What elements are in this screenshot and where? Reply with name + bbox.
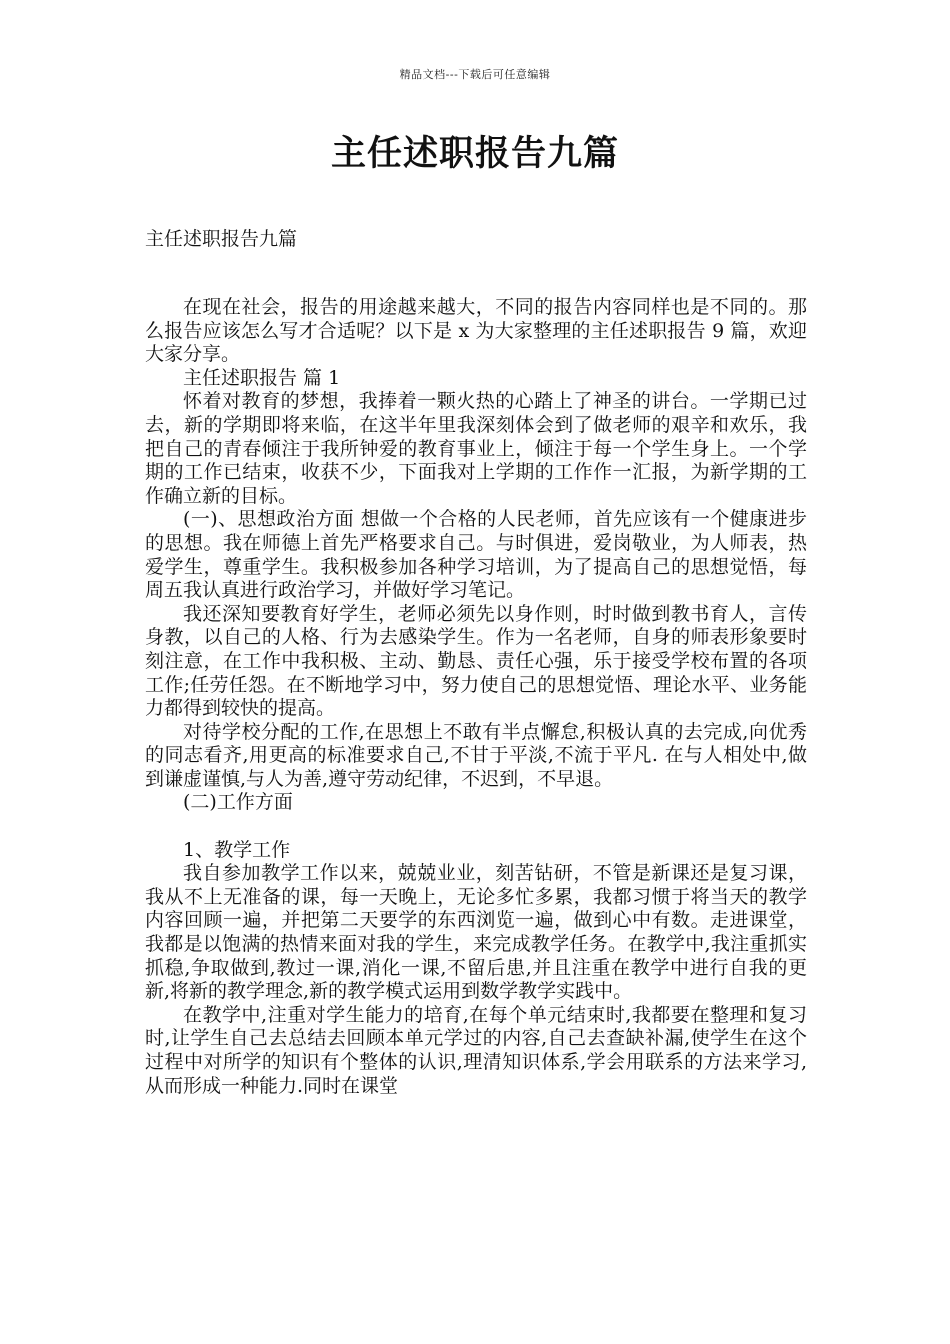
paragraph: 对待学校分配的工作,在思想上不敢有半点懈怠,积极认真的去完成,向优秀的同志看齐,用更高的标准要求自己,不甘于平淡,不流于平凡. 在与人相处中,做到谦虚谨慎,与人为善,遵守劳动纪律，不迟到，不早退。: [145, 720, 807, 790]
paragraph: (一)、思想政治方面 想做一个合格的人民老师，首先应该有一个健康进步的思想。我在师德上首先严格要求自己。与时俱进，爱岗敬业，为人师表，热爱学生，尊重学生。我积极参加各种学习培训，为了提高自己的思想觉悟，每周五我认真进行政治学习，并做好学习笔记。: [145, 508, 807, 602]
paragraph: 怀着对教育的梦想，我捧着一颗火热的心踏上了神圣的讲台。一学期已过去，新的学期即将来临，在这半年里我深刻体会到了做老师的艰辛和欢乐，我把自己的青春倾注于我所钟爱的教育事业上，倾注于每一个学生身上。一个学期的工作已结束，收获不少，下面我对上学期的工作作一汇报，为新学期的工作确立新的目标。: [145, 390, 807, 507]
paragraph-intro: 在现在社会，报告的用途越来越大，不同的报告内容同样也是不同的。那么报告应该怎么写才合适呢？以下是 x 为大家整理的主任述职报告 9 篇，欢迎大家分享。: [145, 296, 807, 366]
document-body: [145, 296, 807, 1098]
paragraph: 我自参加教学工作以来，兢兢业业，刻苦钻研，不管是新课还是复习课，我从不上无准备的课，每一天晚上，无论多忙多累，我都习惯于将当天的教学内容回顾一遍，并把第二天要学的东西浏览一遍，做到心中有数。走进课堂，我都是以饱满的热情来面对我的学生，来完成教学任务。在教学中,我注重抓实抓稳,争取做到,教过一课,消化一课,不留后患,并且注重在教学中进行自我的更新,将新的教学理念,新的教学模式运用到数学教学实践中。: [145, 862, 807, 1003]
document-subtitle: 主任述职报告九篇: [145, 228, 298, 250]
section-heading-work: (二)工作方面: [183, 791, 293, 814]
header-note: 精品文档---下载后可任意编辑: [399, 68, 551, 81]
subsection-heading-teaching: 1、教学工作: [183, 838, 291, 861]
section-heading-part-1: 主任述职报告 篇 1: [183, 366, 341, 389]
paragraph: 我还深知要教育好学生，老师必须先以身作则，时时做到教书育人，言传身教，以自己的人格、行为去感染学生。作为一名老师，自身的师表形象要时刻注意，在工作中我积极、主动、勤恳、责任心强，乐于接受学校布置的各项工作;任劳任怨。在不断地学习中，努力使自己的思想觉悟、理论水平、业务能力都得到较快的提高。: [145, 602, 807, 720]
paragraph: 在教学中,注重对学生能力的培育,在每个单元结束时,我都要在整理和复习时,让学生自己去总结去回顾本单元学过的内容,自己去查缺补漏,使学生在这个过程中对所学的知识有个整体的认识,理清知识体系,学会用联系的方法来学习,从而形成一种能力.同时在课堂: [145, 1003, 807, 1097]
document-title: 主任述职报告九篇: [330, 133, 619, 174]
